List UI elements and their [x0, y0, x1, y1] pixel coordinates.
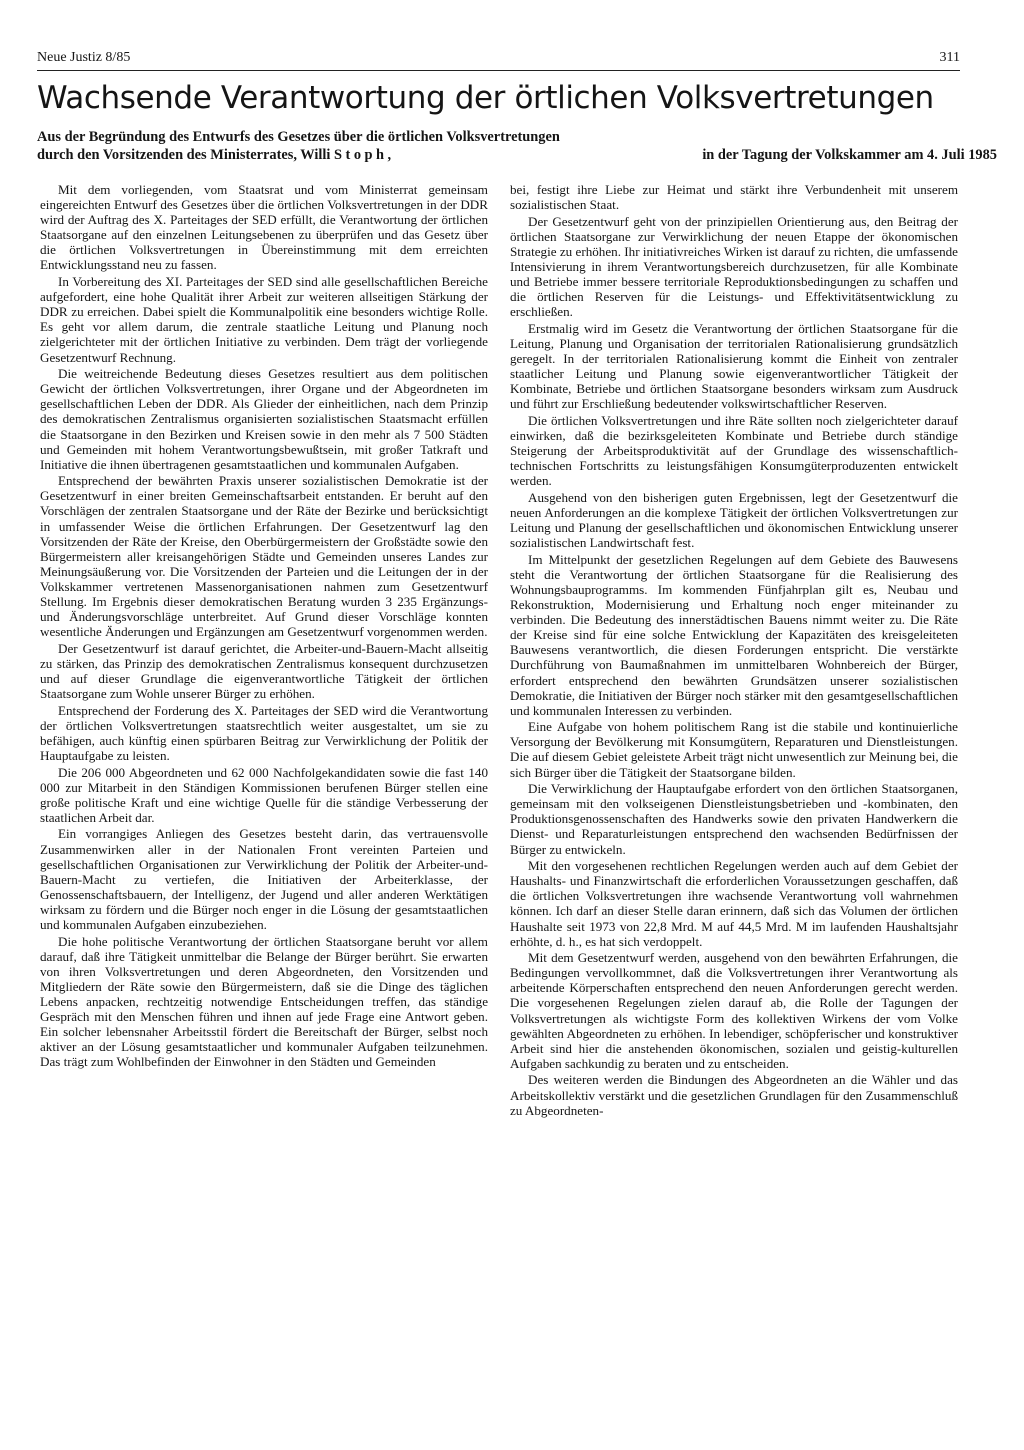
paragraph: In Vorbereitung des XI. Parteitages der SED sind alle gesellschaftlichen Bereiche aufgefordert, eine hohe Qualität ihrer Arbeit zur weiteren allseitigen Stärkung der DDR zu erreichen. Dabei spielt die Kommunalpolitik eine besonders wichtige Rolle. Es geht vor allem darum, die zentrale staatliche Leitung und Planung noch zielgerichteter mit der örtlichen Initiative zu verbinden. Dem trägt der vorliegende Gesetzentwurf Rechnung.	[40, 274, 488, 365]
paragraph: Die Verwirklichung der Hauptaufgabe erfordert von den örtlichen Staatsorganen, gemeinsam mit den volkseigenen Dienstleistungsbetrieben und -kombinaten, den Produktionsgenossenschaften des Handwerks sowie den privaten Handwerkern die Dienst- und Reparaturleistungen entsprechend den wachsenden Bedürfnissen der Bürger zu entwickeln.	[510, 781, 958, 857]
running-head	[37, 50, 960, 70]
subtitle-line-1	[37, 128, 997, 146]
paragraph: Mit den vorgesehenen rechtlichen Regelungen werden auch auf dem Gebiet der Haushalts- und Finanzwirtschaft die erforderlichen Voraussetzungen geschaffen, daß die örtlichen Volksvertretungen ihre wachsende Verantwortung voll wahrnehmen können. Ich darf an dieser Stelle daran erinnern, daß sich das Volumen der örtlichen Haushalte seit 1973 von 22,8 Mrd. M auf 44,5 Mrd. M im laufenden Haushaltsjahr erhöhte, d. h., es hat sich verdoppelt.	[510, 858, 958, 949]
paragraph: Eine Aufgabe von hohem politischem Rang ist die stabile und kontinuierliche Versorgung der Bevölkerung mit Konsumgütern, Reparaturen und Dienstleistungen. Die auf diesem Gebiet geleistete Arbeit trägt nicht unwesentlich zur Meinung bei, die sich Bürger über die Tätigkeit der Staatsorgane bilden.	[510, 719, 958, 780]
subtitle-text-1: Aus der Begründung des Entwurfs des Gesetzes über die örtlichen Volksvertretungen	[37, 129, 560, 145]
paragraph: Mit dem vorliegenden, vom Staatsrat und vom Ministerrat gemeinsam eingereichten Entwurf des Gesetzes über die örtlichen Volksvertretungen in der DDR wird der Auftrag des X. Parteitages der SED erfüllt, die Verantwortung der örtlichen Staatsorgane auf den einzelnen Leitungsebenen zu überprüfen und das Gesetz über die örtlichen Volksvertretungen in Übereinstimmung mit dem erreichten Entwicklungsstand neu zu fassen.	[40, 182, 488, 273]
paragraph: Die 206 000 Abgeordneten und 62 000 Nachfolgekandidaten sowie die fast 140 000 zur Mitarbeit in den Ständigen Kommissionen berufenen Bürger stellen eine große politische Kraft und eine wichtige Quelle für die ständige Verbesserung der staatlichen Arbeit dar.	[40, 764, 488, 825]
paragraph: Im Mittelpunkt der gesetzlichen Regelungen auf dem Gebiete des Bauwesens steht die Verantwortung der örtlichen Staatsorgane für die Realisierung des Wohnungsbauprogramms. Im kommenden Fünfjahrplan gilt es, Neubau und Rekonstruktion, Modernisierung und Erhaltung noch enger miteinander zu verbinden. Die Bedeutung des innerstädtischen Bauens nimmt weiter zu. Die Räte der Kreise sind für eine solche Entwicklung der Kapazitäten des kreisgeleiteten Bauwesens verantwortlich, die diesen Forderungen entspricht. Die verstärkte Durchführung von Baumaßnahmen im unmittelbaren Wohnbereich der Bürger, erfordert entsprechend den bewährten Grundsätzen unserer sozialistischen Demokratie, die Initiativen der Bürger noch stärker mit den gesamtgesellschaftlichen und kommunalen Interessen zu verbinden.	[510, 551, 958, 718]
article-title: Wachsende Verantwortung der örtlichen Volksvertretungen	[37, 80, 934, 116]
page-number: 311	[939, 50, 960, 65]
paragraph: Ausgehend von den bisherigen guten Ergebnissen, legt der Gesetzentwurf die neuen Anforderungen an die komplexe Tätigkeit der örtlichen Volksvertretungen zur Leitung und Planung der gesellschaftlichen und ökonomischen Entwicklung unserer sozialistischen Landwirtschaft fest.	[510, 489, 958, 551]
paragraph: Die weitreichende Bedeutung dieses Gesetzes resultiert aus dem politischen Gewicht der örtlichen Volksvertretungen, ihrer Organe und der Abgeordneten im gesellschaftlichen Leben der DDR. Als Glieder der einheitlichen, nach dem Prinzip des demokratischen Zentralismus organisierten sozialistischen Staatsmacht erfüllen die Staatsorgane in den Bezirken und Kreisen sowie in den mehr als 7 500 Städten und Gemeinden mit hohem Verantwortungsbewußtsein, mit großer Tatkraft und Initiative die ihnen übertragenen gesamtstaatlichen und kommunalen Aufgaben.	[40, 366, 488, 472]
paragraph: Entsprechend der bewährten Praxis unserer sozialistischen Demokratie ist der Gesetzentwurf in einer breiten Gemeinschaftsarbeit entstanden. Er beruht auf den Vorschlägen der zentralen Staatsorgane und der Räte der Bezirke und berücksichtigt in umfassender Weise die örtlichen Erfahrungen. Der Gesetzentwurf lag den Vorsitzenden der Räte der Kreise, den Oberbürgermeistern der Großstädte sowie den Bürgermeistern aller kreisangehörigen Städte und Gemeinden unseres Landes zur Meinungsäußerung vor. Die Vorsitzenden der Parteien und die Leitungen der in der Volkskammer vertretenen Massenorganisationen nahmen zum Gesetzentwurf Stellung. Im Ergebnis dieser demokratischen Beratung wurden 3 235 Ergänzungs- und Änderungsvorschläge unterbreitet. Auf Grund dieser Vorschläge konnten wesentliche Änderungen und Ergänzungen am Gesetzentwurf vorgenommen werden.	[40, 473, 488, 640]
journal-issue: Neue Justiz 8/85	[37, 50, 131, 65]
paragraph: Mit dem Gesetzentwurf werden, ausgehend von den bewährten Erfahrungen, die Bedingungen vervollkommnet, daß die Volksvertretungen ihrer Verantwortung als arbeitende Körperschaften entsprechend den neuen Anforderungen gerecht werden. Die vorgesehenen Regelungen zielen darauf ab, die Rolle der Tagungen der Volksvertretungen als wichtigste Form des kollektiven Wirkens der vom Volke gewählten Abgeordneten zu erhöhen. In lebendiger, schöpferischer und konstruktiver Arbeit sind hier die anstehenden ökonomischen, sozialen und geistig-kulturellen Aufgaben sachkundig zu beraten und zu entscheiden.	[510, 950, 958, 1071]
subtitle-line-2	[37, 146, 997, 164]
paragraph: Die örtlichen Volksvertretungen und ihre Räte sollten noch zielgerichteter darauf einwirken, daß die bezirksgeleiteten Kombinate und Betriebe durch ständige Steigerung der Arbeitsproduktivität auf der Grundlage des wissenschaftlich-technischen Fortschritts zu leistungsfähigen Konsumgüterproduzenten entwickelt werden.	[510, 412, 958, 489]
left-column	[40, 182, 488, 1071]
right-column	[510, 182, 958, 1119]
paragraph: Ein vorrangiges Anliegen des Gesetzes besteht darin, das vertrauensvolle Zusammenwirken aller in der Nationalen Front vereinten Parteien und gesellschaftlichen Organisationen zur Verwirklichung der Politik der Arbeiter-und-Bauern-Macht zu vertiefen, die Initiativen der Arbeiterklasse, der Genossenschaftsbauern, der Intelligenz, der Jugend und aller anderen Werktätigen wirksam zu fördern und die Bürger noch enger in die Lösung der gesamtstaatlichen und kommunalen Aufgaben einzubeziehen.	[40, 826, 488, 932]
paragraph: Der Gesetzentwurf ist darauf gerichtet, die Arbeiter-und-Bauern-Macht allseitig zu stärken, das Prinzip des demokratischen Zentralismus konsequent durchzusetzen und auf dieser Grundlage die eigenverantwortliche Tätigkeit der örtlichen Staatsorgane zum Wohle unserer Bürger zu erhöhen.	[40, 640, 488, 702]
subtitle-author-prefix: durch den Vorsitzenden des Ministerrates, Willi	[37, 147, 331, 163]
paragraph: Erstmalig wird im Gesetz die Verantwortung der örtlichen Staatsorgane für die Leitung, Planung und Organisation der territorialen Rationalisierung grundsätzlich geregelt. In der territorialen Rationalisierung kommt die Einheit von zentraler staatlicher Leitung und Planung sowie eigenverantwortlicher Tätigkeit der Kombinate, Betriebe und örtlichen Staatsorgane besonders wirksam zum Ausdruck und führt zur Erschließung bedeutender volkswirtschaftlicher Reserven.	[510, 320, 958, 412]
article-subtitle	[37, 128, 997, 164]
paragraph: Der Gesetzentwurf geht von der prinzipiellen Orientierung aus, den Beitrag der örtlichen Staatsorgane zur Verwirklichung der neuen Etappe der ökonomischen Strategie zu erhöhen. Ihr initiativreiches Wirken ist darauf zu richten, die umfassende Intensivierung in ihrem Verantwortungsbereich durchzusetzen, für alle Kombinate und Betriebe immer bessere territoriale Reproduktionsbedingungen zu schaffen und die örtlichen Reserven für die Leistungs- und Effektivitätsentwicklung zu erschließen.	[510, 213, 958, 320]
paragraph: Des weiteren werden die Bindungen des Abgeordneten an die Wähler und das Arbeitskollektiv verstärkt und die gesetzlichen Grundlagen für den Zusammenschluß zu Abgeordneten-	[510, 1072, 958, 1118]
paragraph: Entsprechend der Forderung des X. Parteitages der SED wird die Verantwortung der örtlichen Volksvertretungen staatsrechtlich weiter ausgestaltet, um sie zu befähigen, auch künftig einen spürbaren Beitrag zur Verwirklichung der Politik der Hauptaufgabe zu leisten.	[40, 702, 488, 763]
paragraph: bei, festigt ihre Liebe zur Heimat und stärkt ihre Verbundenheit mit unserem sozialistischen Staat.	[510, 182, 958, 213]
subtitle-text-2b: in der Tagung der Volkskammer am 4. Juli 1985	[702, 147, 997, 163]
subtitle-author-name: Stoph,	[334, 147, 395, 163]
paragraph: Die hohe politische Verantwortung der örtlichen Staatsorgane beruht vor allem darauf, daß ihre Tätigkeit unmittelbar die Belange der Bürger berührt. Sie erwarten von ihren Volksvertretungen und deren Abgeordneten, den Vorsitzenden und Mitgliedern der Räte sowie den Bürgermeistern, daß sie die Dinge des täglichen Lebens anpacken, rechtzeitig notwendige Entscheidungen treffen, das ständige Gespräch mit den Menschen führen und ihnen auf jede Frage eine Antwort geben. Ein solcher lebensnaher Arbeitsstil fördert die Bereitschaft der Bürger, selbst noch aktiver an der Lösung gesamtstaatlicher und kommunaler Aufgaben teilzunehmen. Das trägt zum Wohlbefinden der Einwohner in den Städten und Gemeinden	[40, 933, 488, 1070]
header-rule	[37, 70, 960, 71]
subtitle-text-2a	[37, 146, 395, 164]
